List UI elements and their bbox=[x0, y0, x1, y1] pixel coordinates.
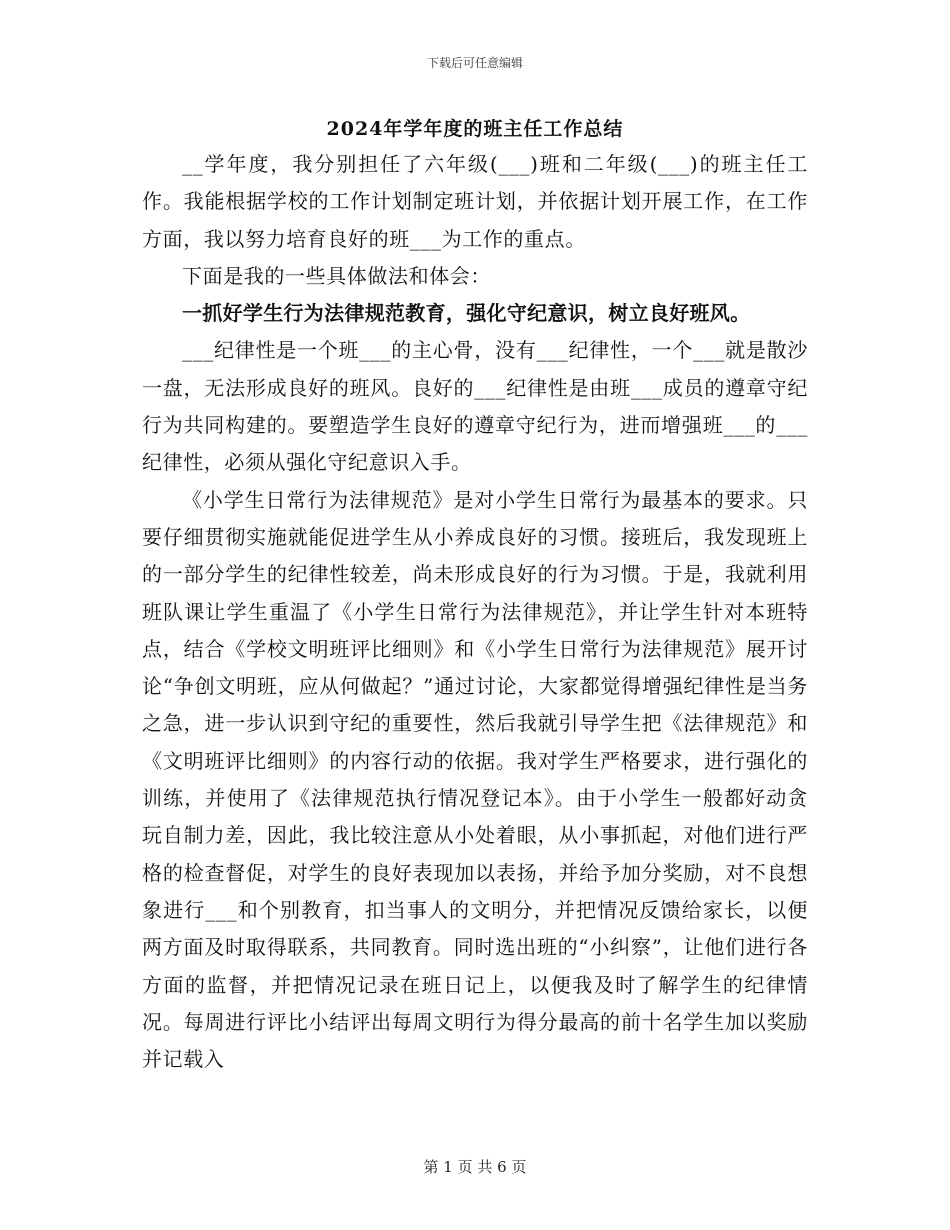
page-number: 第 1 页 共 6 页 bbox=[423, 1158, 527, 1176]
header-note: 下载后可任意编辑 bbox=[426, 56, 523, 70]
paragraph-lead-in: 下面是我的一些具体做法和体会： bbox=[182, 263, 491, 288]
section-heading: 一抓好学生行为法律规范教育，强化守纪意识，树立良好班风。 bbox=[182, 301, 751, 326]
paragraph-intro: __学年度，我分别担任了六年级(___)班和二年级(___)的班主任工作。我能根据学校的工作计划制定班计划，并依据计划开展工作，在工作方面，我以努力培育良好的班___为工作的重点。 bbox=[142, 152, 808, 251]
page-title: 2024年学年度的班主任工作总结 bbox=[326, 118, 624, 140]
document-body bbox=[142, 146, 808, 1078]
paragraph-norms: 《小学生日常行为法律规范》是对小学生日常行为最基本的要求。只要仔细贯彻实施就能促进学生从小养成良好的习惯。接班后，我发现班上的一部分学生的纪律性较差，尚未形成良好的行为习惯。于是，我就利用班队课让学生重温了《小学生日常行为法律规范》，并让学生针对本班特点，结合《学校文明班评比细则》和《小学生日常行为法律规范》展开讨论“争创文明班，应从何做起？”通过讨论，大家都觉得增强纪律性是当务之急，进一步认识到守纪的重要性，然后我就引导学生把《法律规范》和《文明班评比细则》的内容行动的依据。我对学生严格要求，进行强化的训练，并使用了《法律规范执行情况登记本》。由于小学生一般都好动贪玩自制力差，因此，我比较注意从小处着眼，从小事抓起，对他们进行严格的检查督促，对学生的良好表现加以表扬，并给予加分奖励，对不良想象进行___和个别教育，扣当事人的文明分，并把情况反馈给家长，以便两方面及时取得联系，共同教育。同时选出班的“小纠察”，让他们进行各方面的监督，并把情况记录在班日记上，以便我及时了解学生的纪律情况。每周进行评比小结评出每周文明行为得分最高的前十名学生加以奖励并记载入 bbox=[142, 487, 808, 1072]
paragraph-discipline: ___纪律性是一个班___的主心骨，没有___纪律性，一个___就是散沙一盘，无法形成良好的班风。良好的___纪律性是由班___成员的遵章守纪行为共同构建的。要塑造学生良好的遵章守纪行为，进而增强班___的___纪律性，必须从强化守纪意识入手。 bbox=[142, 338, 808, 475]
